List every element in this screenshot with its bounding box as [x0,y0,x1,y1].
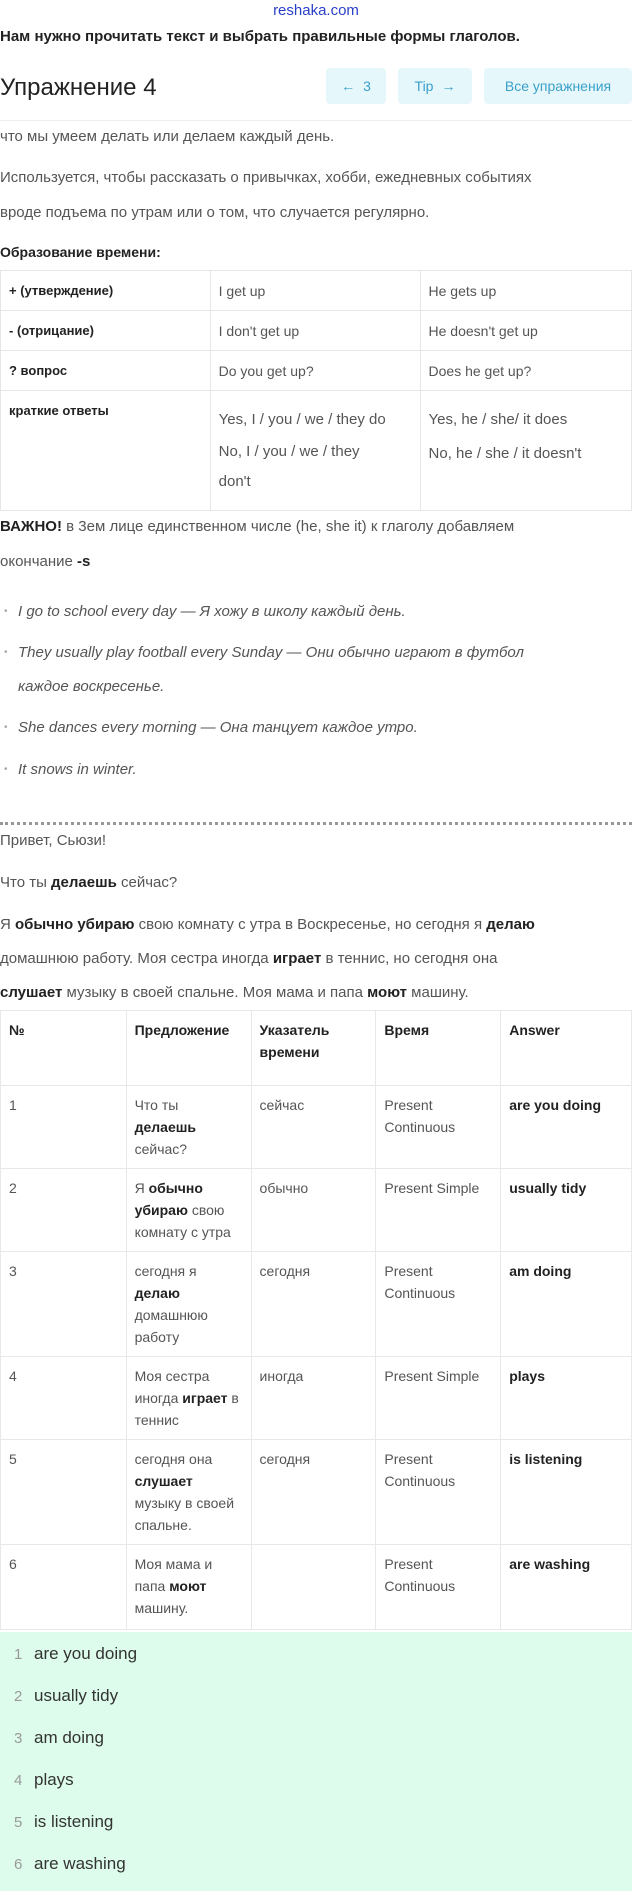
t: Моя сестра иногда [134,1368,210,1406]
time-marker: обычно [251,1169,376,1252]
t: Что ты [0,874,52,891]
formation-table [0,270,632,511]
cell: I don't get up [210,311,420,351]
t: в теннис [134,1390,239,1428]
answer-text: are washing [34,1854,126,1873]
row-number: 3 [1,1252,127,1357]
verb: делаешь [51,874,117,891]
t: Я [134,1180,149,1196]
t: музыку в своей спальне. [134,1495,235,1533]
time-marker: сейчас [251,1086,376,1169]
important-note-line2 [0,553,90,570]
important-text: окончание [0,553,78,570]
answer-text: usually tidy [34,1686,119,1705]
task-description: Нам нужно прочитать текст и выбрать правильные формы глаголов. [0,28,520,45]
arrow-right-icon: → [441,78,456,94]
verb: обычно убираю [15,916,135,933]
prev-exercise-button[interactable] [326,68,386,104]
sentence [126,1545,251,1630]
table-row [1,1357,632,1440]
answer-number: 6 [14,1856,23,1873]
example-item: • They usually play football every Sunday — Они обычно играют в футбол [18,644,524,661]
answer: plays [501,1357,632,1440]
answer-number: 3 [14,1730,23,1747]
next-label: Tip [414,78,434,94]
sentence [126,1086,251,1169]
verb: слушает [134,1473,193,1489]
row-label: - (отрицание) [1,311,211,351]
t: в теннис, но сегодня она [321,950,498,967]
row-number: 2 [1,1169,127,1252]
column-header: Указатель времени [251,1011,376,1086]
verb: обычно убираю [134,1180,203,1218]
answer: are washing [501,1545,632,1630]
column-header: № [1,1011,127,1086]
t: музыку в своей спальне. Моя мама и папа [62,984,368,1001]
cell: I get up [210,271,420,311]
time-marker: сегодня [251,1252,376,1357]
table-header-row [1,1011,632,1086]
tense: Present Continuous [376,1440,501,1545]
table-row [1,391,632,511]
cell: Does he get up? [420,351,631,391]
answer-item [14,1728,104,1748]
answer: are you doing [501,1086,632,1169]
answers-box [0,1632,632,1891]
letter-line [0,874,177,891]
row-label: ? вопрос [1,351,211,391]
time-marker: сегодня [251,1440,376,1545]
row-label: + (утверждение) [1,271,211,311]
prev-label: 3 [363,78,371,94]
row-label: краткие ответы [1,391,211,511]
verb: моют [367,984,407,1001]
page-title: Упражнение 4 [0,74,157,101]
t: сегодня она [134,1451,213,1467]
cell [210,391,420,511]
verb: делаю [486,916,535,933]
formation-title: Образование времени: [0,244,161,260]
column-header: Answer [501,1011,632,1086]
answer-number: 4 [14,1772,23,1789]
short-answer-no: No, he / she / it doesn't [428,445,582,462]
cell [420,391,631,511]
table-row [1,351,632,391]
table-row [1,271,632,311]
next-exercise-button[interactable] [398,68,472,104]
answer: is listening [501,1440,632,1545]
verb: делаешь [134,1119,197,1135]
tense: Present Continuous [376,1545,501,1630]
cropped-heading [0,822,632,829]
example-item: • I go to school every day — Я хожу в школу каждый день. [18,603,406,620]
sentence [126,1169,251,1252]
intro-line: Используется, чтобы рассказать о привычках, хобби, ежедневных событиях [0,169,532,186]
answer-item [14,1644,137,1664]
table-row [1,1169,632,1252]
answer-item [14,1812,113,1832]
t: машину. [407,984,469,1001]
site-header-link[interactable]: reshaka.com [273,2,359,19]
short-answer-yes: Yes, he / she/ it does [428,411,568,428]
answer-number: 1 [14,1646,23,1663]
time-marker [251,1545,376,1630]
answer-number: 5 [14,1814,23,1831]
cell: He doesn't get up [420,311,631,351]
tense: Present Continuous [376,1086,501,1169]
all-label: Все упражнения [504,78,612,94]
row-number: 1 [1,1086,127,1169]
important-label: ВАЖНО! [0,518,62,535]
table-row [1,311,632,351]
answer-item [14,1854,126,1874]
t: домашнюю работу. Моя сестра иногда [0,950,273,967]
verb: слушает [0,984,63,1001]
table-row [1,1252,632,1357]
all-exercises-button[interactable] [484,68,632,104]
verb: играет [182,1390,228,1406]
answer-text: am doing [34,1728,104,1747]
cell: Do you get up? [210,351,420,391]
row-number: 6 [1,1545,127,1630]
t: сейчас? [134,1141,188,1157]
sentence [126,1357,251,1440]
letter-line [0,984,469,1001]
table-row [1,1086,632,1169]
tense: Present Continuous [376,1252,501,1357]
row-number: 4 [1,1357,127,1440]
letter-line [0,950,498,967]
intro-line: вроде подъема по утрам или о том, что случается регулярно. [0,204,430,221]
t: Что ты [134,1097,179,1113]
answer: usually tidy [501,1169,632,1252]
letter-line [0,916,535,933]
arrow-left-icon: ← [341,78,356,94]
row-number: 5 [1,1440,127,1545]
tense: Present Simple [376,1357,501,1440]
answer: am doing [501,1252,632,1357]
important-text: в 3ем лице единственном числе (he, she it) к глаголу добавляем [61,518,515,535]
cell: He gets up [420,271,631,311]
answer-text: are you doing [34,1644,138,1663]
answer-table [0,1010,632,1630]
example-item: • It snows in winter. [18,761,137,778]
verb: играет [272,950,322,967]
example-item-continuation: каждое воскресенье. [18,678,165,695]
table-row [1,1440,632,1545]
answer-text: plays [34,1770,74,1789]
t: свою комнату с утра [134,1202,231,1240]
column-header: Время [376,1011,501,1086]
answer-item [14,1770,74,1790]
verb: делаю [134,1285,180,1301]
t: машину. [134,1600,189,1616]
t: домашнюю работу [134,1307,208,1345]
t: сейчас? [116,874,178,891]
t: свою комнату с утра в Воскресенье, но сегодня я [134,916,487,933]
verb: моют [169,1578,207,1594]
important-note [0,518,514,535]
short-answer-no: No, I / you / we / they don't [218,443,360,490]
t: Моя мама и папа [134,1556,213,1594]
answer-item [14,1686,118,1706]
sentence [126,1440,251,1545]
t: Я [0,916,15,933]
tense: Present Simple [376,1169,501,1252]
example-item: • She dances every morning — Она танцует каждое утро. [18,719,418,736]
time-marker: иногда [251,1357,376,1440]
letter-greeting: Привет, Сьюзи! [0,832,107,849]
column-header: Предложение [126,1011,251,1086]
sentence [126,1252,251,1357]
ending: -s [77,553,91,570]
table-row [1,1545,632,1630]
t: сегодня я [134,1263,197,1279]
intro-line: что мы умеем делать или делаем каждый день. [0,128,335,145]
answer-text: is listening [34,1812,114,1831]
short-answer-yes: Yes, I / you / we / they do [218,411,386,428]
answer-number: 2 [14,1688,23,1705]
divider [0,120,632,121]
